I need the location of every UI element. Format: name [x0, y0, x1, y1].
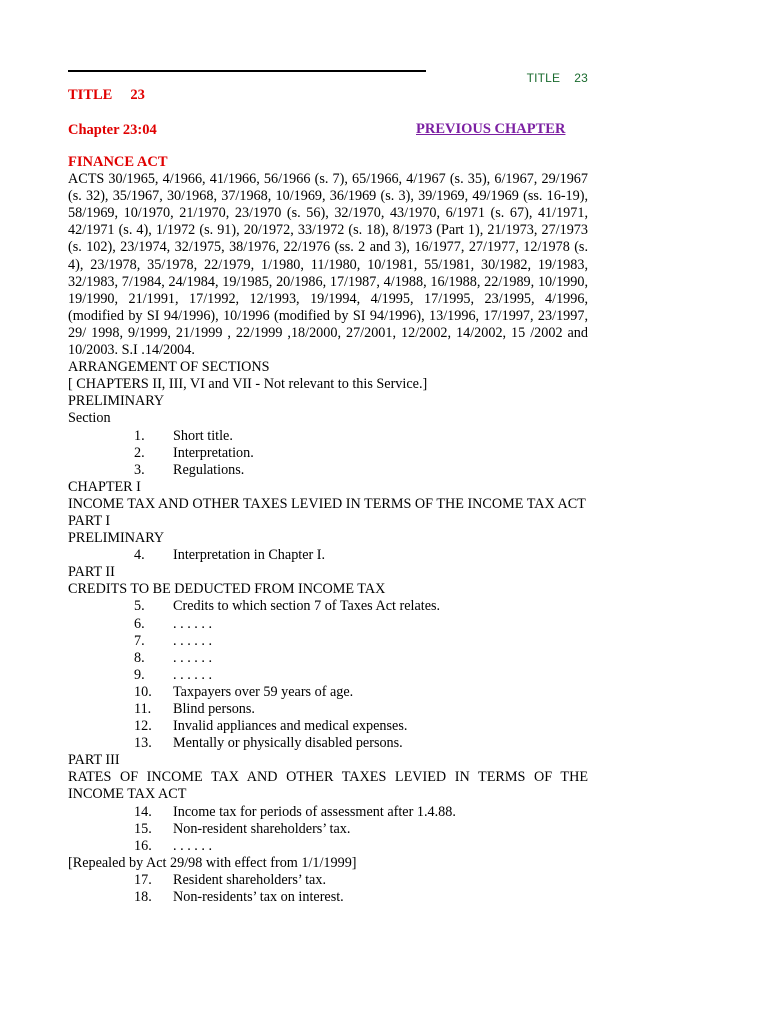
- section-item: 10. Taxpayers over 59 years of age.: [134, 683, 354, 700]
- section-list-part-i: [68, 547, 588, 564]
- section-item: 7. . . . . . .: [134, 632, 213, 649]
- section-item: 13. Mentally or physically disabled persons.: [134, 735, 403, 752]
- section-item: 15. Non-resident shareholders’ tax.: [134, 820, 351, 837]
- chapter-line: [68, 121, 576, 139]
- header-rule: [68, 70, 426, 72]
- part-i-heading: PART I: [68, 512, 111, 529]
- title-number: 23: [130, 87, 145, 103]
- title-label: TITLE: [68, 87, 113, 103]
- section-item: 2. Interpretation.: [134, 444, 254, 461]
- running-header: [527, 71, 588, 85]
- section-item: 6. . . . . . .: [134, 615, 213, 632]
- part-ii-title: CREDITS TO BE DEDUCTED FROM INCOME TAX: [68, 581, 386, 598]
- section-item: 8. . . . . . .: [134, 649, 213, 666]
- section-item: 14. Income tax for periods of assessment after 1.4.88.: [134, 803, 456, 820]
- chapter-i-title: INCOME TAX AND OTHER TAXES LEVIED IN TERMS OF THE INCOME TAX ACT: [68, 495, 586, 512]
- arrangement-note: [ CHAPTERS II, III, VI and VII - Not relevant to this Service.]: [68, 376, 428, 393]
- title-heading: [68, 87, 145, 104]
- act-name: FINANCE ACT: [68, 154, 168, 170]
- chapter-number: Chapter 23:04: [68, 122, 157, 138]
- section-item: 17. Resident shareholders’ tax.: [134, 871, 326, 888]
- previous-chapter-link[interactable]: PREVIOUS CHAPTER: [416, 121, 566, 137]
- preliminary-heading: PRELIMINARY: [68, 393, 165, 410]
- document-body: [68, 154, 588, 906]
- section-item: 12. Invalid appliances and medical expenses.: [134, 718, 408, 735]
- acts-paragraph: ACTS 30/1965, 4/1966, 41/1966, 56/1966 (s. 7), 65/1966, 4/1967 (s. 35), 6/1967, 29/1967 (s. 32), 35/1967, 30/1968, 37/1968, 10/1969, 36/1969 (s. 3), 39/1969, 49/1969 (ss. 16-19), 58/1969, 10/1970, 21/1970, 23/1970 (s. 56), 32/1970, 43/1970, 6/1971 (s. 67), 41/1971, 42/1971 (s. 4), 1/1972 (s. 91), 20/1972, 33/1972 (s. 18), 8/1973 (Part 1), 21/1973, 27/1973 (s. 102), 23/1974, 32/1975, 38/1976, 22/1976 (ss. 2 and 3), 16/1977, 27/1977, 12/1978 (s. 4), 23/1978, 35/1978, 22/1979, 1/1980, 11/1980, 10/1981, 55/1981, 30/1982, 19/1983, 32/1983, 7/1984, 24/1984, 19/1985, 20/1986, 17/1987, 4/1988, 16/1988, 22/1989, 10/1990, 19/1990, 21/1991, 17/1992, 12/1993, 19/1994, 4/1995, 17/1995, 23/1995, 4/1996, (modified by SI 94/1996), 10/1996 (modified by SI 94/1996), 13/1996, 17/1997, 23/1997, 29/ 1998, 9/1999, 21/1999 , 22/1999 ,18/2000, 27/2001, 12/2002, 14/2002, 15 /2002 and 10/2003. S.I .14/2004.: [68, 171, 588, 359]
- section-label: Section: [68, 410, 111, 427]
- section-item: 16. . . . . . .: [134, 837, 213, 854]
- part-iii-heading: PART III: [68, 752, 120, 769]
- repealed-note: [Repealed by Act 29/98 with effect from 1/1/1999]: [68, 854, 357, 871]
- part-iii-title: RATES OF INCOME TAX AND OTHER TAXES LEVIED IN TERMS OF THE INCOME TAX ACT: [68, 769, 588, 803]
- section-item: 3. Regulations.: [134, 461, 245, 478]
- section-item: 9. . . . . . .: [134, 666, 213, 683]
- running-header-label: TITLE: [526, 71, 561, 85]
- section-item: 18. Non-residents’ tax on interest.: [134, 889, 344, 906]
- section-list-part-ii: [68, 598, 588, 752]
- part-ii-heading: PART II: [68, 564, 115, 581]
- running-header-number: 23: [574, 71, 588, 85]
- section-item: 4. Interpretation in Chapter I.: [134, 547, 326, 564]
- chapter-i-heading: CHAPTER I: [68, 478, 141, 495]
- section-list-part-iii-cont: [68, 872, 588, 906]
- arrangement-heading: ARRANGEMENT OF SECTIONS: [68, 359, 270, 376]
- section-list-preliminary: [68, 428, 588, 479]
- section-item: 5. Credits to which section 7 of Taxes Act relates.: [134, 598, 441, 615]
- section-list-part-iii: [68, 804, 588, 855]
- section-item: 1. Short title.: [134, 427, 233, 444]
- section-item: 11. Blind persons.: [134, 701, 255, 717]
- part-i-title: PRELIMINARY: [68, 530, 165, 547]
